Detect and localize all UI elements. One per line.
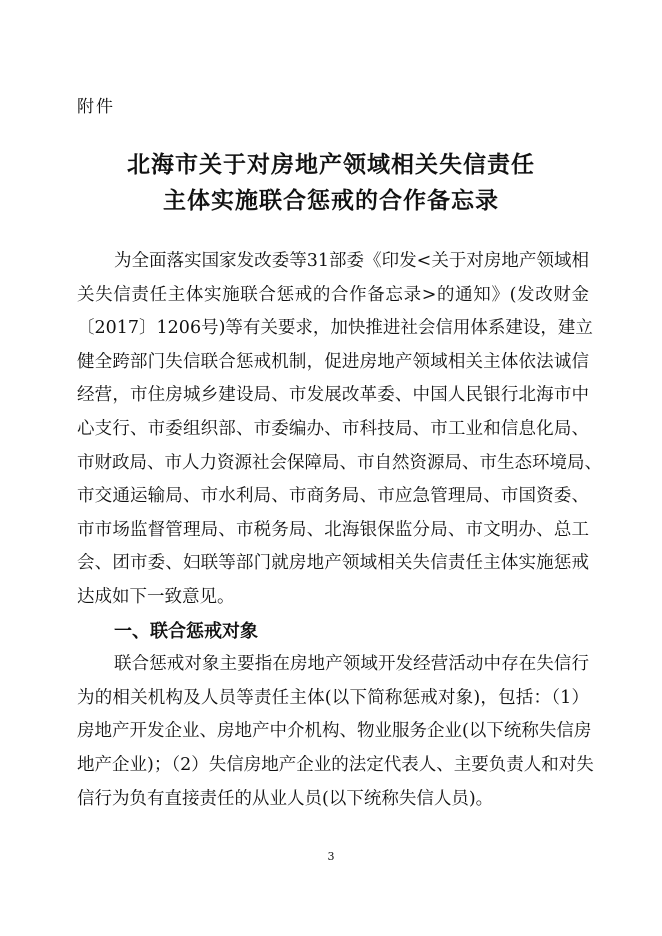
text-line: 联合惩戒对象主要指在房地产领域开发经营活动中存在失信行 [114, 654, 589, 675]
text-line: 信行为负有直接责任的从业人员(以下统称失信人员)。 [77, 788, 494, 809]
document-title-line-1: 北海市关于对房地产领域相关失信责任 [127, 152, 535, 178]
text-line: 为全面落实国家发改委等31部委《印发<关于对房地产领域相 [114, 251, 589, 271]
document-title-line-2: 主体实施联合惩戒的合作备忘录 [163, 188, 499, 214]
attachment-label: 附件 [77, 97, 115, 117]
paragraph-2 [77, 648, 594, 816]
text-line: 心支行、市委组织部、市委编办、市科技局、市工业和信息化局、 [77, 418, 589, 439]
text-line: 市市场监督管理局、市税务局、北海银保监分局、市文明办、总工 [77, 519, 589, 540]
text-line: 关失信责任主体实施联合惩戒的合作备忘录>的通知》(发改财金 [77, 284, 589, 305]
text-line: 地产企业)；（2）失信房地产企业的法定代表人、主要负责人和对失 [77, 754, 594, 775]
paragraph-1 [77, 245, 602, 615]
text-line: 〔2017〕1206号)等有关要求，加快推进社会信用体系建设，建立 [77, 318, 593, 339]
text-line: 达成如下一致意见。 [77, 586, 235, 607]
text-line: 经营，市住房城乡建设局、市发展改革委、中国人民银行北海市中 [77, 385, 589, 406]
document-body [77, 245, 602, 816]
text-line: 房地产开发企业、房地产中介机构、物业服务企业(以下统称失信房 [77, 721, 592, 742]
text-line: 健全跨部门失信联合惩戒机制，促进房地产领域相关主体依法诚信 [77, 351, 589, 372]
page-number: 3 [327, 850, 335, 863]
text-line: 为的相关机构及人员等责任主体(以下简称惩戒对象)，包括：（1） [77, 687, 589, 708]
text-line: 会、团市委、妇联等部门就房地产领域相关失信责任主体实施惩戒 [77, 553, 589, 574]
text-line: 市财政局、市人力资源社会保障局、市自然资源局、市生态环境局、 [77, 452, 602, 473]
text-line: 市交通运输局、市水利局、市商务局、市应急管理局、市国资委、 [77, 486, 589, 507]
section-heading: 一、联合惩戒对象 [114, 620, 258, 642]
